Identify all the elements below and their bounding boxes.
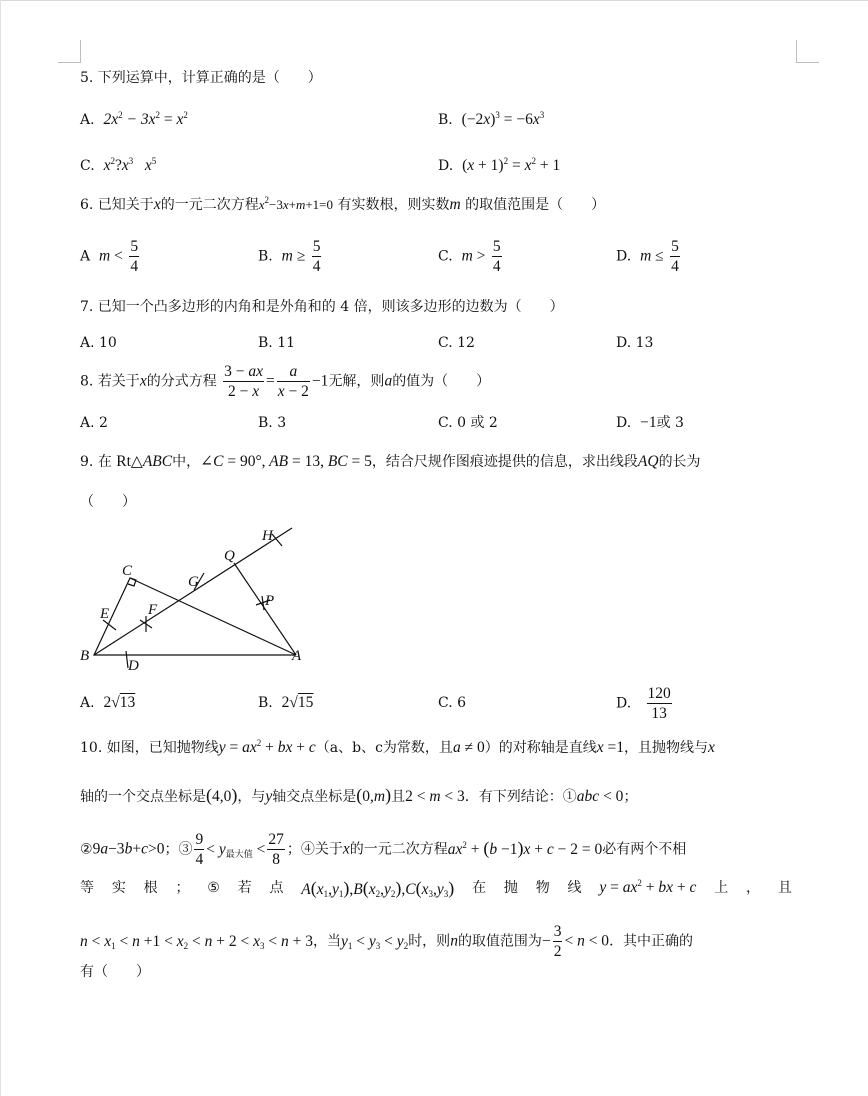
q10-line-1: 10. 如图，已知抛物线$y = ax^2$ + bx + c（a、b、c为常数，且a ≠ 0）的对称轴是直线x =1，且抛物线与x [80,738,715,756]
q7-option-b: B. 11 [258,335,296,351]
q8-option-b: B. 3 [258,415,287,431]
margin-corner-top-left [58,40,81,63]
q9-option-b: B. 2√15 [258,694,314,711]
q7-stem: 7. 已知一个凸多边形的内角和是外角和的 4 倍，则该多边形的边数为（ ） [80,299,564,315]
q10-line-6: 有（ ） [80,964,150,980]
page-top-edge [0,0,868,1]
label-e: E [100,606,110,622]
q8-option-d: D. −1或 3 [616,414,684,431]
q10-line-3: ②9a−3b+c>0；③ $\frac{9}{4}$ < $y_{最大值}$ < $\frac{27}{8}$ ；④关于x的一元二次方程$ax^2 + (b -1)x + c - 2 = 0$必有两个不相 [80,831,687,868]
q6-option-c: C. m > $\frac{5}{4}$ [438,238,501,275]
label-b: B [80,648,90,664]
q10-line-5: $n < x_1 < n +1 < x_2 < n + 2 < x_3 < n + 3$，当$y_1 < y_3 < y_2$时，则n的取值范围为− $\frac{3}{2}$ < n < 0．其中正确的 [80,923,694,960]
q5-option-b: B. $(-2x)^3 = -6x^3$ [438,110,545,128]
q9-answer-paren: （ ） [80,494,136,510]
label-c: C [122,563,133,579]
label-a: A [292,648,302,664]
label-p: P [265,593,275,609]
q6-option-d: D. m ≤ $\frac{5}{4}$ [616,238,679,275]
q9-option-a: A. 2√13 [80,694,136,711]
q5-option-c: C. $x^2?x^3$ $x^5$ [80,156,157,174]
q7-option-d: D. 13 [616,335,654,351]
q9-option-c: C. 6 [438,695,467,711]
page-left-edge [0,0,1,1096]
label-q: Q [224,548,235,564]
q10-line-2: 轴的一个交点坐标是(4,0)，与y轴交点坐标是(0,m)且2 < m < 3．有下列结论：①abc < 0； [80,785,638,805]
margin-corner-top-right [796,40,819,63]
q9-stem: 9. 在 Rt△ABC中，∠C = 90°, AB = 13, BC = 5，结合尺规作图痕迹提供的信息，求出线段AQ的长为 [80,453,701,470]
q7-option-c: C. 12 [438,335,475,351]
q6-option-b: B. m ≥ $\frac{5}{4}$ [258,238,321,275]
q9-option-d: D. $\frac{120}{13}$ [616,685,671,722]
q8-option-a: A. 2 [80,415,108,431]
q6-stem: 6. 已知关于x的一元二次方程$x^2-3x+m+1=0$ 有实数根，则实数m 的取值范围是（ ） [80,195,606,213]
q6-option-a: A m < $\frac{5}{4}$ [80,238,139,275]
q9-figure [72,520,312,680]
label-h: H [262,528,273,544]
label-g: G [188,574,199,590]
q7-option-a: A. 10 [80,335,117,351]
q10-line-4: 等 实 根 ； ⑤ 若 点 $A(x_1,y_1),B(x_2,y_2),C(x_3,y_3)$ 在 抛 物 线 $y = ax^2$ + bx + c 上 ， 且 [80,878,792,899]
q5-option-d: D. $(x + 1)^2 = x^2 + 1$ [438,156,561,174]
label-f: F [148,602,158,618]
q5-option-a: A. $2x^2 - 3x^2 = x^2$ [80,110,188,128]
q5-stem: 5. 下列运算中，计算正确的是（ ） [80,70,322,86]
q8-stem: 8. 若关于x的分式方程 $\frac{3 - ax}{2 - x}$ = $\frac{a}{x - 2}$ −1无解，则a的值为（ ） [80,363,491,400]
label-d: D [128,658,139,674]
q8-option-c: C. 0 或 2 [438,415,498,431]
